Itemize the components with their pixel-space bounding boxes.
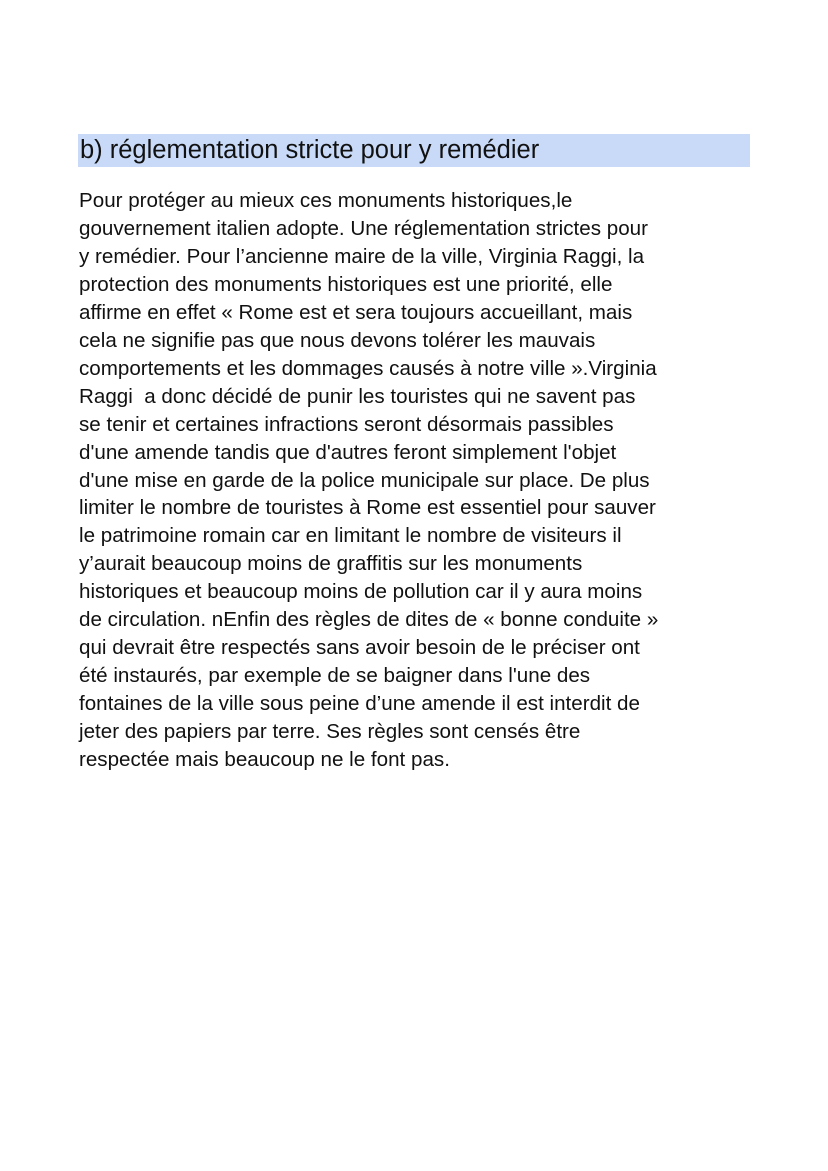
- paragraph-line: respectée mais beaucoup ne le font pas.: [79, 748, 450, 772]
- paragraph-line: gouvernement italien adopte. Une réglementation strictes pour: [79, 216, 648, 240]
- paragraph-line: se tenir et certaines infractions seront désormais passibles: [79, 412, 614, 436]
- paragraph-line: été instaurés, par exemple de se baigner dans l'une des: [79, 664, 591, 688]
- paragraph-line: protection des monuments historiques est une priorité, elle: [79, 272, 613, 296]
- paragraph-line: y’aurait beaucoup moins de graffitis sur les monuments: [79, 552, 583, 576]
- section-heading-text: b) réglementation stricte pour y remédier: [80, 136, 540, 164]
- paragraph-line: Raggi a donc décidé de punir les touristes qui ne savent pas: [79, 384, 636, 408]
- paragraph-line: y remédier. Pour l’ancienne maire de la ville, Virginia Raggi, la: [79, 244, 645, 268]
- paragraph-line: de circulation. nEnfin des règles de dites de « bonne conduite »: [79, 608, 659, 632]
- paragraph-line: cela ne signifie pas que nous devons tolérer les mauvais: [79, 328, 596, 352]
- paragraph-line: qui devrait être respectés sans avoir besoin de le préciser ont: [79, 636, 640, 660]
- paragraph-line: limiter le nombre de touristes à Rome est essentiel pour sauver: [79, 496, 656, 520]
- paragraph-line: affirme en effet « Rome est et sera toujours accueillant, mais: [79, 300, 633, 324]
- paragraph-line: le patrimoine romain car en limitant le nombre de visiteurs il: [79, 524, 622, 548]
- paragraph-line: historiques et beaucoup moins de pollution car il y aura moins: [79, 580, 643, 604]
- body-paragraph: [79, 187, 658, 774]
- paragraph-line: fontaines de la ville sous peine d’une amende il est interdit de: [79, 692, 640, 716]
- section-heading: [78, 134, 750, 167]
- paragraph-line: comportements et les dommages causés à notre ville ».Virginia: [79, 356, 657, 380]
- paragraph-line: Pour protéger au mieux ces monuments historiques,le: [79, 189, 573, 212]
- paragraph-line: jeter des papiers par terre. Ses règles sont censés être: [79, 720, 581, 744]
- paragraph-line: d'une mise en garde de la police municipale sur place. De plus: [79, 468, 650, 492]
- paragraph-line: d'une amende tandis que d'autres feront simplement l'objet: [79, 440, 617, 464]
